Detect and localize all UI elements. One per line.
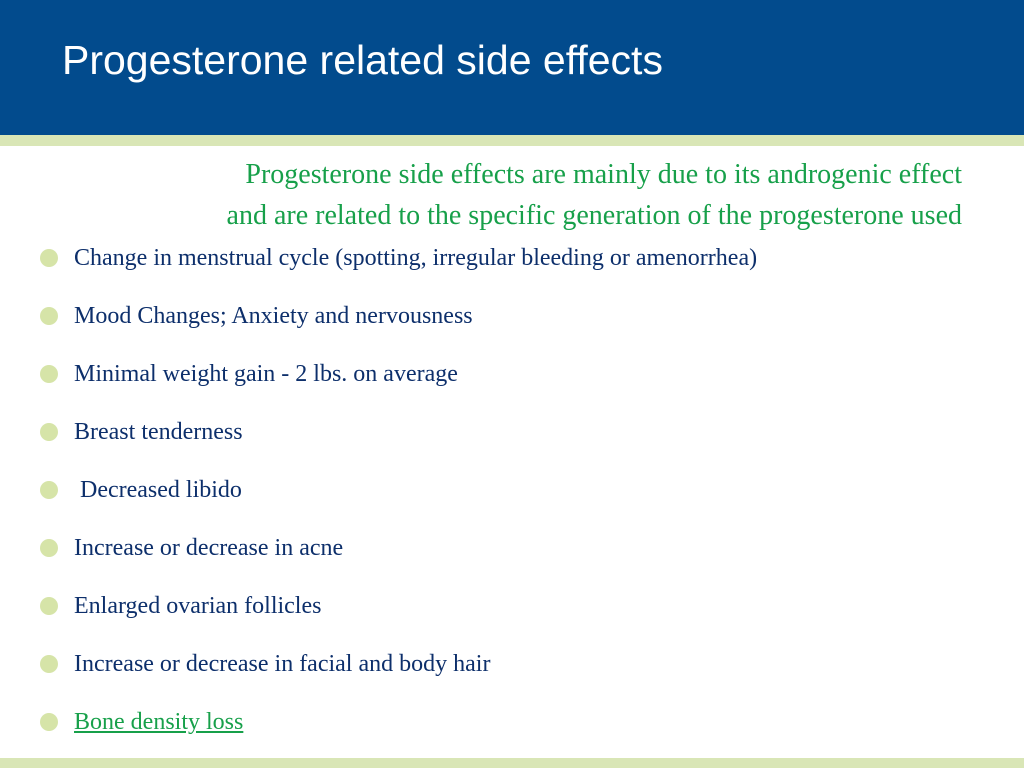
side-effects-list (40, 240, 757, 762)
footer-divider (0, 758, 1024, 768)
bullet-dot-icon (40, 655, 58, 673)
intro-paragraph (36, 154, 962, 236)
bone-density-link[interactable]: Bone density loss (74, 709, 244, 735)
list-item-text: Mood Changes; Anxiety and nervousness (74, 303, 473, 329)
bullet-dot-icon (40, 539, 58, 557)
bullet-dot-icon (40, 249, 58, 267)
bullet-dot-icon (40, 481, 58, 499)
title-bar (0, 0, 1024, 135)
bullet-dot-icon (40, 713, 58, 731)
list-item-text: Increase or decrease in acne (74, 535, 344, 561)
list-item-text: Increase or decrease in facial and body hair (74, 651, 491, 677)
bullet-dot-icon (40, 423, 58, 441)
list-item (40, 240, 757, 298)
list-item (40, 472, 757, 530)
list-item-text: Breast tenderness (74, 419, 243, 445)
list-item (40, 414, 757, 472)
slide-title: Progesterone related side effects (62, 37, 663, 83)
header-divider (0, 135, 1024, 146)
list-item-text: Decreased libido (74, 477, 242, 503)
list-item (40, 588, 757, 646)
intro-line-1: Progesterone side effects are mainly due to its androgenic effect (245, 159, 962, 190)
list-item (40, 356, 757, 414)
list-item (40, 530, 757, 588)
list-item (40, 298, 757, 356)
list-item-text: Enlarged ovarian follicles (74, 593, 322, 619)
bullet-dot-icon (40, 597, 58, 615)
list-item (40, 704, 757, 762)
list-item (40, 646, 757, 704)
list-item-text: Minimal weight gain - 2 lbs. on average (74, 361, 458, 387)
bullet-dot-icon (40, 365, 58, 383)
intro-line-2: and are related to the specific generation of the progesterone used (226, 200, 962, 231)
bullet-dot-icon (40, 307, 58, 325)
list-item-text: Change in menstrual cycle (spotting, irregular bleeding or amenorrhea) (74, 245, 758, 271)
